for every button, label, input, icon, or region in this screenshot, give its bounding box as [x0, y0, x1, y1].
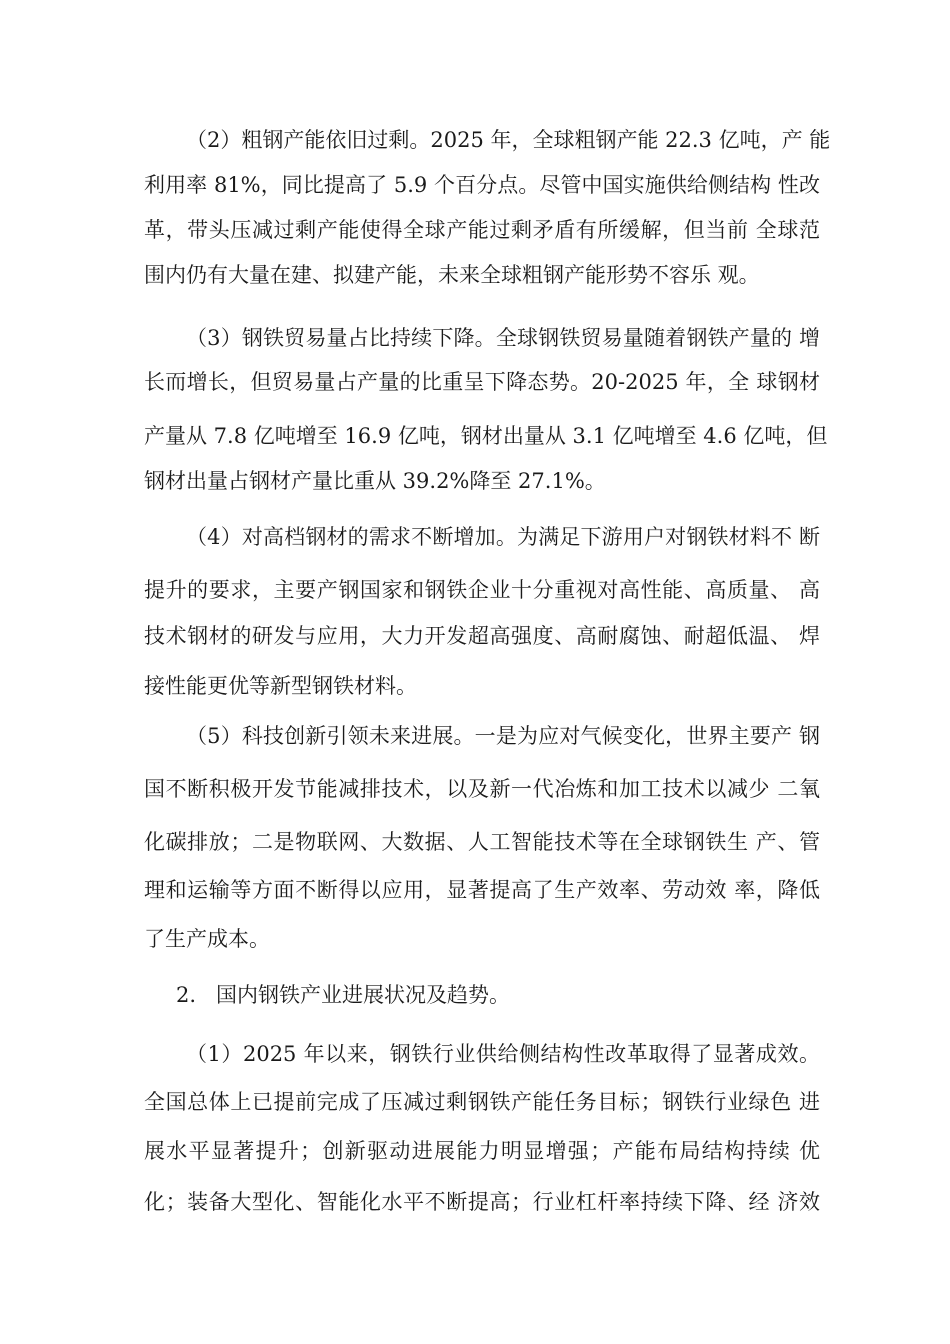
paragraph-line: 产量从 7.8 亿吨增至 16.9 亿吨，钢材出量从 3.1 亿吨增至 4.6 亿吨，但: [144, 424, 828, 448]
paragraph-line: 国不断积极开发节能减排技术，以及新一代冶炼和加工技术以减少 二氧: [144, 777, 820, 801]
paragraph-line: 革，带头压减过剩产能使得全球产能过剩矛盾有所缓解，但当前 全球范: [144, 218, 820, 242]
paragraph-line: 全国总体上已提前完成了压减过剩钢铁产能任务目标；钢铁行业绿色 进: [144, 1090, 820, 1114]
paragraph-line: 展水平显著提升；创新驱动进展能力明显增强；产能布局结构持续 优: [144, 1139, 820, 1163]
paragraph-line: （1）2025 年以来，钢铁行业供给侧结构性改革取得了显著成效。: [186, 1042, 820, 1066]
paragraph-line: 钢材出量占钢材产量比重从 39.2%降至 27.1%。: [144, 469, 606, 493]
paragraph-line: 提升的要求，主要产钢国家和钢铁企业十分重视对高性能、高质量、 高: [144, 578, 820, 602]
section-heading: 2. 国内钢铁产业进展状况及趋势。: [176, 983, 511, 1007]
paragraph-line: （5）科技创新引领未来进展。一是为应对气候变化，世界主要产 钢: [186, 724, 820, 748]
paragraph-line: 长而增长，但贸易量占产量的比重呈下降态势。20-2025 年，全 球钢材: [144, 370, 820, 394]
paragraph-line: （2）粗钢产能依旧过剩。2025 年，全球粗钢产能 22.3 亿吨，产 能: [186, 128, 831, 152]
paragraph-line: 了生产成本。: [144, 927, 270, 951]
paragraph-line: 接性能更优等新型钢铁材料。: [144, 674, 417, 698]
paragraph-line: 技术钢材的研发与应用，大力开发超高强度、高耐腐蚀、耐超低温、 焊: [144, 624, 820, 648]
paragraph-line: 围内仍有大量在建、拟建产能，未来全球粗钢产能形势不容乐 观。: [144, 263, 760, 287]
paragraph-line: 化；装备大型化、智能化水平不断提高；行业杠杆率持续下降、经 济效: [144, 1190, 820, 1214]
paragraph-line: 化碳排放；二是物联网、大数据、人工智能技术等在全球钢铁生 产、管: [144, 830, 820, 854]
paragraph-line: 利用率 81%，同比提高了 5.9 个百分点。尽管中国实施供给侧结构 性改: [144, 173, 820, 197]
paragraph-line: （4）对高档钢材的需求不断增加。为满足下游用户对钢铁材料不 断: [186, 525, 820, 549]
paragraph-line: （3）钢铁贸易量占比持续下降。全球钢铁贸易量随着钢铁产量的 增: [186, 326, 820, 350]
paragraph-line: 理和运输等方面不断得以应用，显著提高了生产效率、劳动效 率，降低: [144, 878, 820, 902]
